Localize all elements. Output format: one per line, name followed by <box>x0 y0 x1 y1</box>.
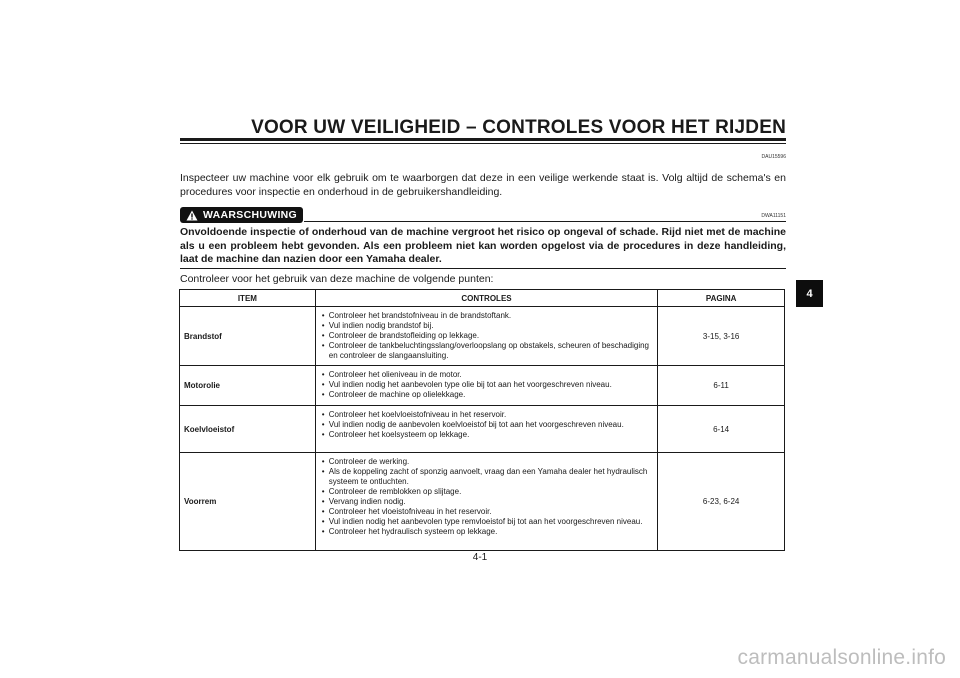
check-item: • Vervang indien nodig. <box>322 497 653 507</box>
checks-cell <box>315 366 657 406</box>
check-item: • Controleer het koelsysteem op lekkage. <box>322 430 653 440</box>
chapter-tab: 4 <box>796 280 823 307</box>
warning-badge <box>180 207 303 223</box>
table-intro: Controleer voor het gebruik van deze machine de volgende punten: <box>180 273 494 285</box>
checks-cell <box>315 406 657 453</box>
column-header-pagina: PAGINA <box>658 290 785 307</box>
checks-cell <box>315 453 657 551</box>
check-item: • Controleer de brandstofleiding op lekkage. <box>322 331 653 341</box>
page-title: VOOR UW VEILIGHEID – CONTROLES VOOR HET RIJDEN <box>251 117 786 138</box>
title-rule <box>180 138 786 141</box>
page-cell: 6-23, 6-24 <box>658 453 785 551</box>
check-item: • Controleer de remblokken op slijtage. <box>322 487 653 497</box>
item-cell: Brandstof <box>180 307 316 366</box>
warning-text: Onvoldoende inspectie of onderhoud van de machine vergroot het risico op ongeval of schade. Rijd niet met de machine als u een probleem hebt gevonden. Als een probleem niet kan worden opgelost via de procedures in deze handleiding, laat de machine dan nazien door een Yamaha dealer. <box>180 226 786 265</box>
check-item: • Controleer de werking. <box>322 457 653 467</box>
column-header-item: ITEM <box>180 290 316 307</box>
page-cell: 6-11 <box>658 366 785 406</box>
warning-code: DWA11151 <box>761 213 786 219</box>
check-item: • Vul indien nodig de aanbevolen koelvloeistof bij tot aan het voorgeschreven niveau. <box>322 420 653 430</box>
check-item: • Controleer het olieniveau in de motor. <box>322 370 653 380</box>
watermark: carmanualsonline.info <box>737 646 946 669</box>
item-cell: Voorrem <box>180 453 316 551</box>
table-row <box>180 406 785 453</box>
doc-code: DAU15596 <box>761 154 786 160</box>
check-item: • Controleer het brandstofniveau in de brandstoftank. <box>322 311 653 321</box>
warning-rule <box>304 221 786 222</box>
check-item: • Controleer de tankbeluchtingsslang/overloopslang op obstakels, scheuren of beschadiging en controleer de slangaansluiting. <box>322 341 653 361</box>
page-cell: 3-15, 3-16 <box>658 307 785 366</box>
check-item: • Controleer het vloeistofniveau in het reservoir. <box>322 507 653 517</box>
table-row <box>180 307 785 366</box>
check-item: • Als de koppeling zacht of sponzig aanvoelt, vraag dan een Yamaha dealer het hydraulisch systeem te ontluchten. <box>322 467 653 487</box>
check-item: • Vul indien nodig brandstof bij. <box>322 321 653 331</box>
intro-paragraph: Inspecteer uw machine voor elk gebruik om te waarborgen dat deze in een veilige werkende staat is. Volg altijd de schema's en procedures voor inspectie en onderhoud in de gebruikershandleiding. <box>180 172 786 198</box>
check-item: • Vul indien nodig het aanbevolen type remvloeistof bij tot aan het voorgeschreven niveau. <box>322 517 653 527</box>
table-row <box>180 366 785 406</box>
column-header-controles: CONTROLES <box>315 290 657 307</box>
checks-table <box>179 289 785 551</box>
page-cell: 6-14 <box>658 406 785 453</box>
table-header-row <box>180 290 785 307</box>
title-rule-thin <box>180 143 786 144</box>
item-cell: Motorolie <box>180 366 316 406</box>
checks-cell <box>315 307 657 366</box>
check-item: • Vul indien nodig het aanbevolen type olie bij tot aan het voorgeschreven niveau. <box>322 380 653 390</box>
check-item: • Controleer de machine op olielekkage. <box>322 390 653 400</box>
warning-end-rule <box>180 268 786 269</box>
table-row <box>180 453 785 551</box>
page-number: 4-1 <box>472 552 488 563</box>
check-item: • Controleer het koelvloeistofniveau in het reservoir. <box>322 410 653 420</box>
warning-label: WAARSCHUWING <box>203 209 298 221</box>
item-cell: Koelvloeistof <box>180 406 316 453</box>
check-item: • Controleer het hydraulisch systeem op lekkage. <box>322 527 653 537</box>
warning-triangle-icon <box>186 210 198 221</box>
